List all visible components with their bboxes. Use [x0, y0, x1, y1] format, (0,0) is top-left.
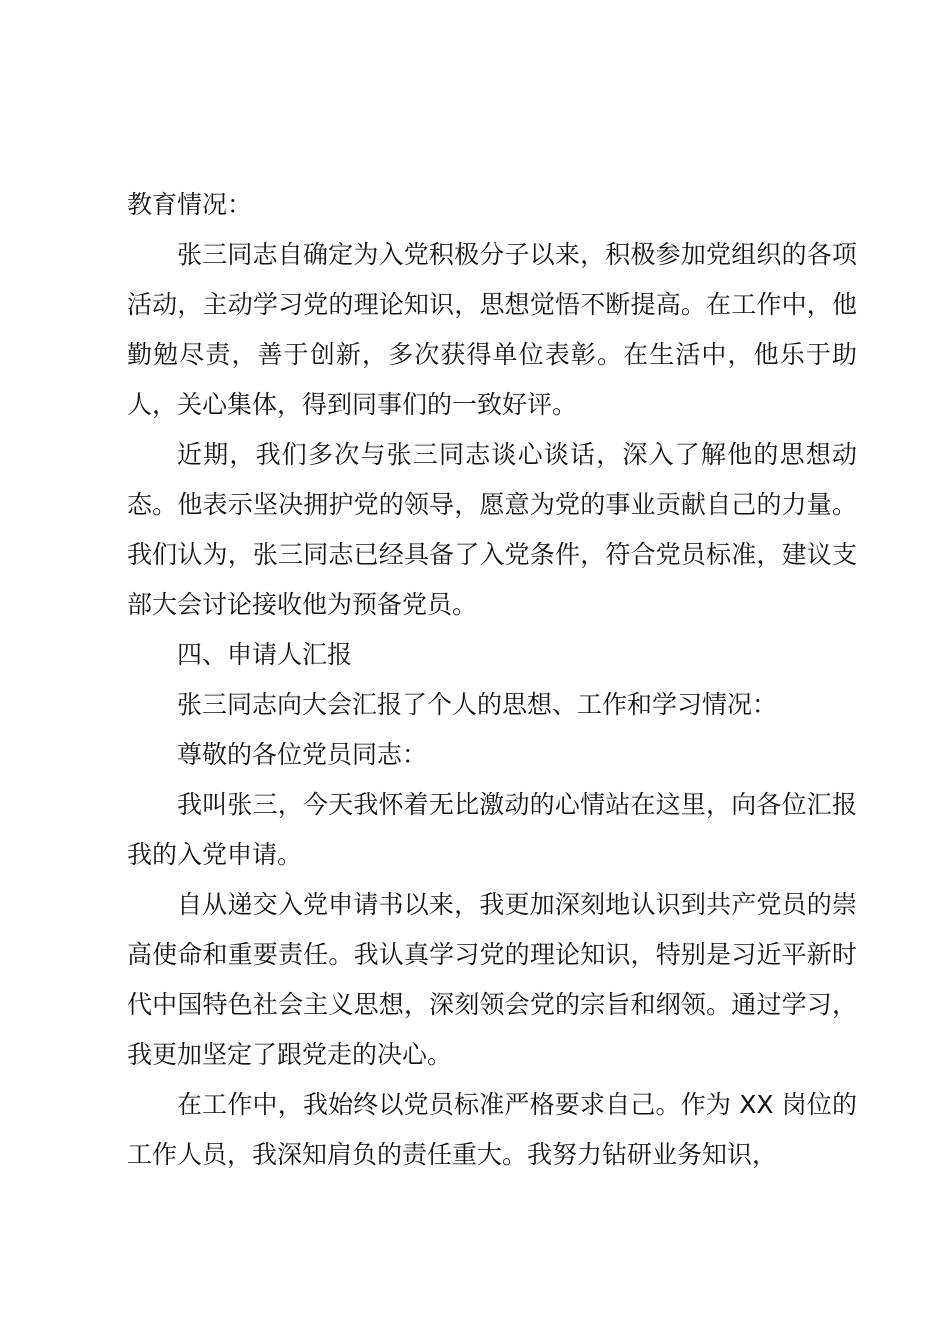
- section-heading-applicant-report: 四、申请人汇报: [177, 640, 353, 669]
- paragraph-talk-assessment: 近期，我们多次与张三同志谈心谈话，深入了解他的思想动态。他表示坚决拥护党的领导，愿意为党的事业贡献自己的力量。我们认为，张三同志已经具备了入党条件，符合党员标准，建议支部大会讨论接收他为预备党员。: [127, 440, 857, 619]
- paragraph-activist-performance: 张三同志自确定为入党积极分子以来，积极参加党组织的各项活动，主动学习党的理论知识，思想觉悟不断提高。在工作中，他勤勉尽责，善于创新，多次获得单位表彰。在生活中，他乐于助人，关心集体，得到同事们的一致好评。: [127, 240, 857, 419]
- paragraph-education-heading: 教育情况：: [127, 190, 253, 219]
- paragraph-salutation: 尊敬的各位党员同志：: [177, 740, 428, 769]
- paragraph-study-reflection: 自从递交入党申请书以来，我更加深刻地认识到共产党员的崇高使命和重要责任。我认真学习党的理论知识，特别是习近平新时代中国特色社会主义思想，深刻领会党的宗旨和纲领。通过学习，我更加坚定了跟党走的决心。: [127, 890, 857, 1069]
- paragraph-self-introduction: 我叫张三，今天我怀着无比激动的心情站在这里，向各位汇报我的入党申请。: [127, 790, 857, 869]
- document-body: [127, 180, 857, 1180]
- paragraph-work-reflection: 在工作中，我始终以党员标准严格要求自己。作为 XX 岗位的工作人员，我深知肩负的责任重大。我努力钻研业务知识，: [127, 1090, 857, 1169]
- paragraph-report-intro: 张三同志向大会汇报了个人的思想、工作和学习情况：: [177, 690, 778, 719]
